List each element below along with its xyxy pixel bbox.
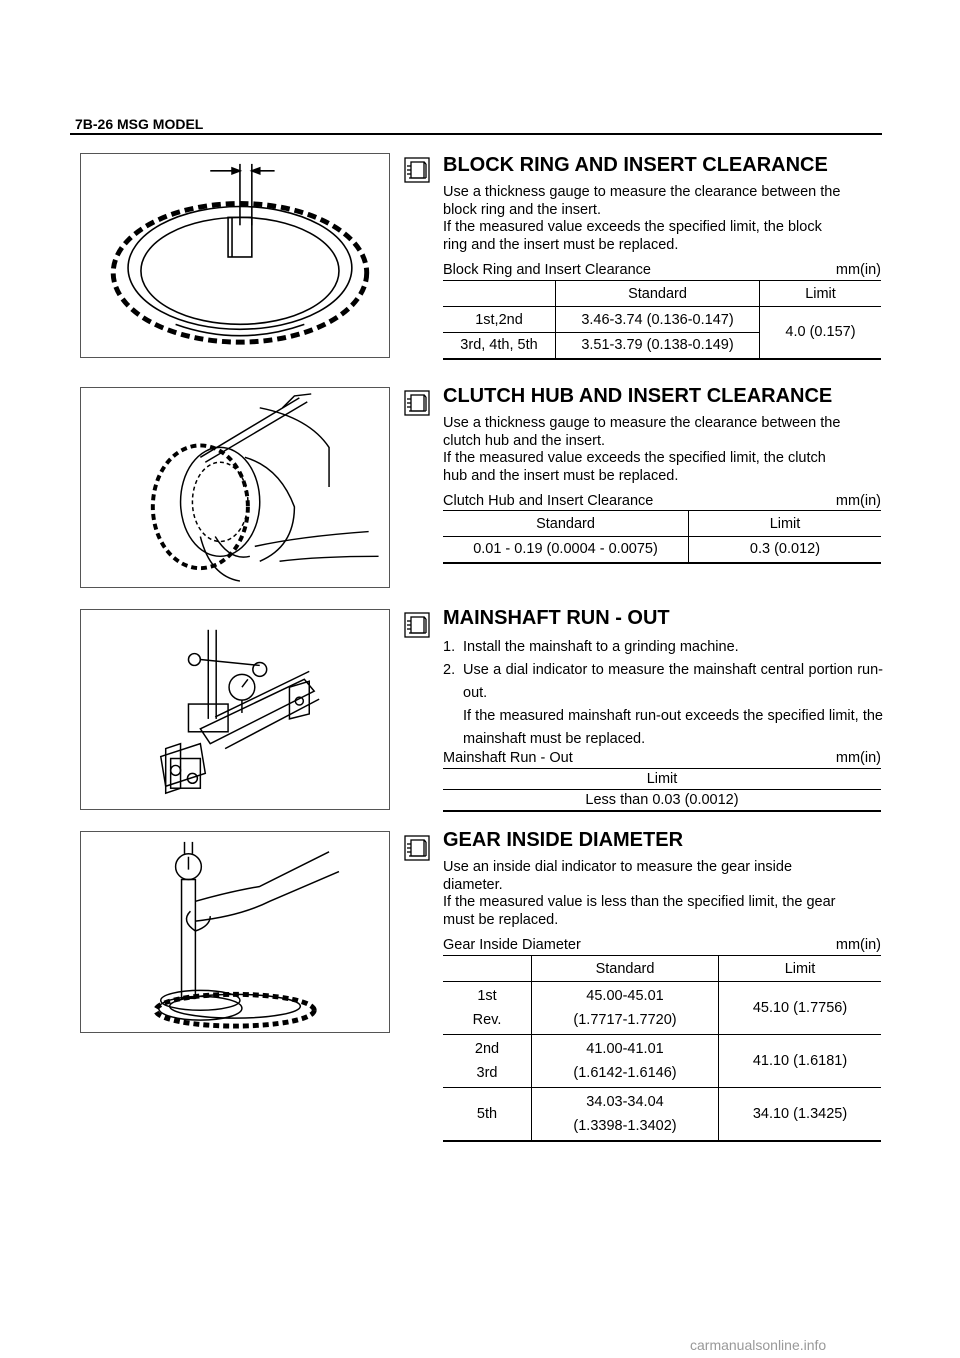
- table-header: Standard: [532, 956, 719, 982]
- gear-label: Rev.: [472, 1012, 502, 1028]
- step-list: [443, 636, 883, 751]
- section-title: BLOCK RING AND INSERT CLEARANCE: [443, 154, 828, 176]
- table-row: [443, 982, 881, 1035]
- table-caption-text: Mainshaft Run - Out: [443, 750, 573, 766]
- table-cell: 3.51-3.79 (0.138-0.149): [556, 333, 760, 359]
- step-text: If the measured mainshaft run-out exceeds the specified limit, the mainshaft must be replaced.: [463, 708, 883, 747]
- list-item: [443, 636, 883, 659]
- standard-in: (1.7717-1.7720): [573, 1012, 677, 1028]
- spec-table: [443, 510, 881, 564]
- table-header: Standard: [443, 511, 689, 537]
- table-cell: 3.46-3.74 (0.136-0.147): [556, 307, 760, 333]
- section-body: [443, 184, 883, 254]
- table-row: [443, 790, 881, 811]
- table-cell: 1st,2nd: [475, 311, 523, 328]
- step-number: [443, 705, 463, 751]
- table-header: [443, 956, 532, 982]
- table-header: Standard: [556, 281, 760, 307]
- spec-table: [443, 768, 881, 812]
- standard-mm: 34.03-34.04: [586, 1094, 664, 1110]
- table-cell: 41.10 (1.6181): [752, 1053, 848, 1069]
- list-item: [443, 705, 883, 751]
- gear-label: 1st: [477, 988, 497, 1004]
- table-row: [443, 1088, 881, 1142]
- table-header-row: [443, 956, 881, 982]
- table-cell: 45.10 (1.7756): [752, 1000, 848, 1016]
- header-rule: [70, 133, 882, 135]
- gear-label: 3rd: [476, 1065, 498, 1081]
- block-ring-illustration: [80, 153, 390, 358]
- table-header: [443, 281, 556, 307]
- gear-diameter-illustration: [80, 831, 390, 1033]
- table-unit: mm(in): [835, 262, 881, 278]
- table-header-row: [443, 281, 881, 307]
- page-header: 7B-26 MSG MODEL: [75, 116, 204, 132]
- measurement-book-icon: [403, 389, 431, 417]
- table-header: Limit: [805, 285, 836, 302]
- watermark: carmanualsonline.info: [690, 1337, 827, 1353]
- body-line: diameter.: [443, 876, 503, 893]
- standard-mm: 41.00-41.01: [586, 1041, 664, 1057]
- body-line: If the measured value is less than the specified limit, the gear: [443, 894, 836, 910]
- table-caption: [443, 750, 881, 766]
- standard-mm: 45.00-45.01: [586, 988, 664, 1004]
- section-body: [443, 859, 883, 929]
- step-text: Use a dial indicator to measure the mainshaft central portion run-out.: [463, 662, 883, 701]
- table-cell: [443, 982, 532, 1035]
- body-line: block ring and the insert.: [443, 201, 601, 218]
- table-header: Limit: [646, 771, 678, 787]
- mainshaft-illustration: [80, 609, 390, 810]
- measurement-book-icon: [403, 156, 431, 184]
- body-line: hub and the insert must be replaced.: [443, 467, 679, 484]
- section-title: GEAR INSIDE DIAMETER: [443, 829, 684, 851]
- standard-in: (1.6142-1.6146): [573, 1065, 677, 1081]
- measurement-book-icon: [403, 834, 431, 862]
- step-number: 2.: [443, 662, 456, 678]
- body-line: Use a thickness gauge to measure the clearance between the: [443, 184, 841, 200]
- body-line: clutch hub and the insert.: [443, 432, 606, 449]
- table-cell: 3rd, 4th, 5th: [460, 337, 538, 354]
- body-line: If the measured value exceeds the specified limit, the block: [443, 219, 822, 235]
- table-caption: [443, 262, 881, 278]
- table-caption-text: Gear Inside Diameter: [443, 937, 581, 953]
- measurement-book-icon: [403, 611, 431, 639]
- table-row: [443, 307, 881, 333]
- table-header: Limit: [769, 515, 801, 532]
- table-unit: mm(in): [835, 937, 881, 953]
- table-caption-text: Clutch Hub and Insert Clearance: [443, 493, 654, 509]
- table-row: [443, 537, 881, 563]
- spec-table: [443, 955, 881, 1142]
- spec-table: [443, 280, 881, 360]
- table-cell: 5th: [476, 1106, 498, 1122]
- table-caption: [443, 937, 881, 953]
- body-line: If the measured value exceeds the specified limit, the clutch: [443, 450, 826, 466]
- step-number: 1.: [443, 639, 456, 655]
- clutch-hub-illustration: [80, 387, 390, 588]
- table-caption-text: Block Ring and Insert Clearance: [443, 262, 651, 278]
- table-cell: Less than 0.03 (0.0012): [585, 791, 739, 808]
- table-row: [443, 1035, 881, 1088]
- table-caption: [443, 493, 881, 509]
- gear-label: 2nd: [474, 1041, 500, 1057]
- table-cell: 0.3 (0.012): [749, 541, 821, 558]
- body-line: Use an inside dial indicator to measure the gear inside: [443, 859, 793, 875]
- table-cell: [532, 1088, 719, 1142]
- body-line: ring and the insert must be replaced.: [443, 236, 679, 253]
- table-cell: [443, 1035, 532, 1088]
- table-cell: 4.0 (0.157): [760, 307, 882, 359]
- table-cell: 0.01 - 0.19 (0.0004 - 0.0075): [443, 537, 689, 563]
- table-cell: 34.10 (1.3425): [752, 1106, 848, 1122]
- body-line: must be replaced.: [443, 911, 559, 928]
- section-title: MAINSHAFT RUN - OUT: [443, 607, 670, 629]
- table-header-row: [443, 769, 881, 790]
- table-unit: mm(in): [835, 750, 881, 766]
- body-line: Use a thickness gauge to measure the clearance between the: [443, 415, 841, 431]
- table-cell: [532, 1035, 719, 1088]
- section-title: CLUTCH HUB AND INSERT CLEARANCE: [443, 385, 833, 407]
- table-header: Limit: [784, 960, 816, 977]
- table-cell: [532, 982, 719, 1035]
- table-unit: mm(in): [835, 493, 881, 509]
- list-item: [443, 659, 883, 705]
- table-header-row: [443, 511, 881, 537]
- step-text: Install the mainshaft to a grinding machine.: [463, 639, 739, 655]
- section-body: [443, 415, 883, 485]
- standard-in: (1.3398-1.3402): [573, 1118, 677, 1134]
